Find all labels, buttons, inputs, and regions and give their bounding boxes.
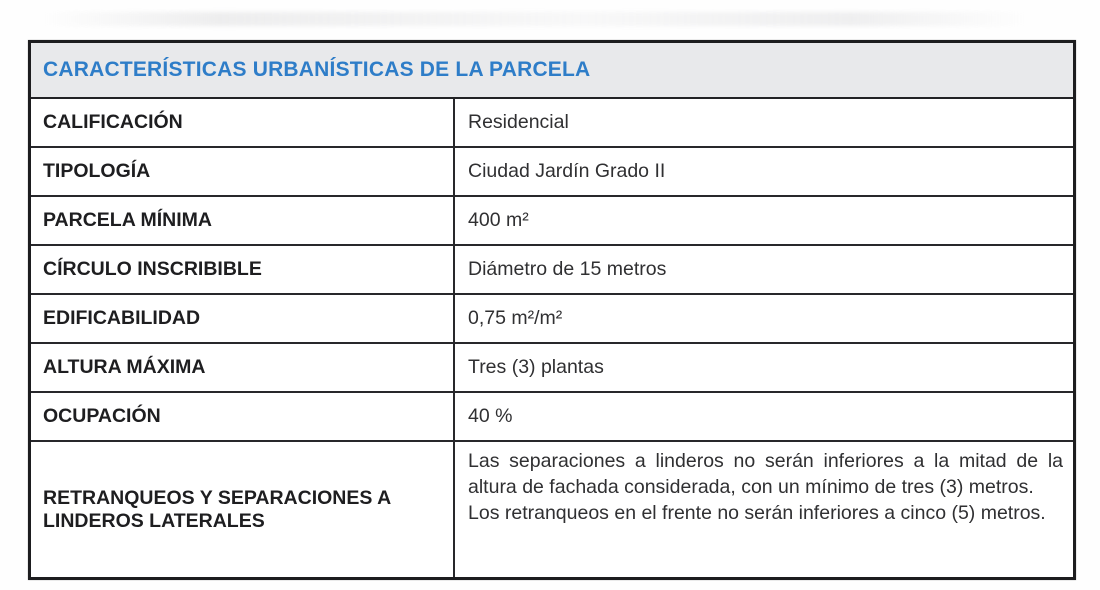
parcel-characteristics-table — [28, 40, 1076, 580]
table-row-edificabilidad — [31, 295, 1073, 344]
row-value: Tres (3) plantas — [468, 356, 604, 378]
table-row-circulo-inscribible — [31, 246, 1073, 295]
table-row-calificacion — [31, 99, 1073, 148]
scan-artifact — [40, 12, 1030, 26]
retranqueos-paragraph-2: Los retranqueos en el frente no serán inferiores a cinco (5) metros. — [468, 501, 1046, 524]
row-value: 40 % — [468, 405, 513, 427]
row-value — [455, 442, 1073, 577]
table-title: CARACTERÍSTICAS URBANÍSTICAS DE LA PARCELA — [31, 43, 1073, 99]
row-label: OCUPACIÓN — [31, 393, 455, 440]
row-label: TIPOLOGÍA — [31, 148, 455, 195]
row-value: 400 m² — [468, 209, 529, 231]
retranqueos-paragraph-1: Las separaciones a linderos no serán inferiores a la mitad de la altura de fachada considerada, con un mínimo de tres (3) metros. — [468, 450, 1063, 498]
row-label: EDIFICABILIDAD — [31, 295, 455, 342]
row-label: RETRANQUEOS Y SEPARACIONES A LINDEROS LATERALES — [31, 442, 455, 577]
table-row-retranqueos — [31, 442, 1073, 577]
table-row-tipologia — [31, 148, 1073, 197]
row-label: CÍRCULO INSCRIBIBLE — [31, 246, 455, 293]
table-row-ocupacion — [31, 393, 1073, 442]
row-label: CALIFICACIÓN — [31, 99, 455, 146]
table-row-altura-maxima — [31, 344, 1073, 393]
row-label: ALTURA MÁXIMA — [31, 344, 455, 391]
row-value: Diámetro de 15 metros — [468, 258, 667, 280]
row-value: 0,75 m²/m² — [468, 307, 563, 329]
row-value: Ciudad Jardín Grado II — [468, 160, 666, 182]
row-value: Residencial — [468, 111, 569, 133]
table-row-parcela-minima — [31, 197, 1073, 246]
row-label: PARCELA MÍNIMA — [31, 197, 455, 244]
